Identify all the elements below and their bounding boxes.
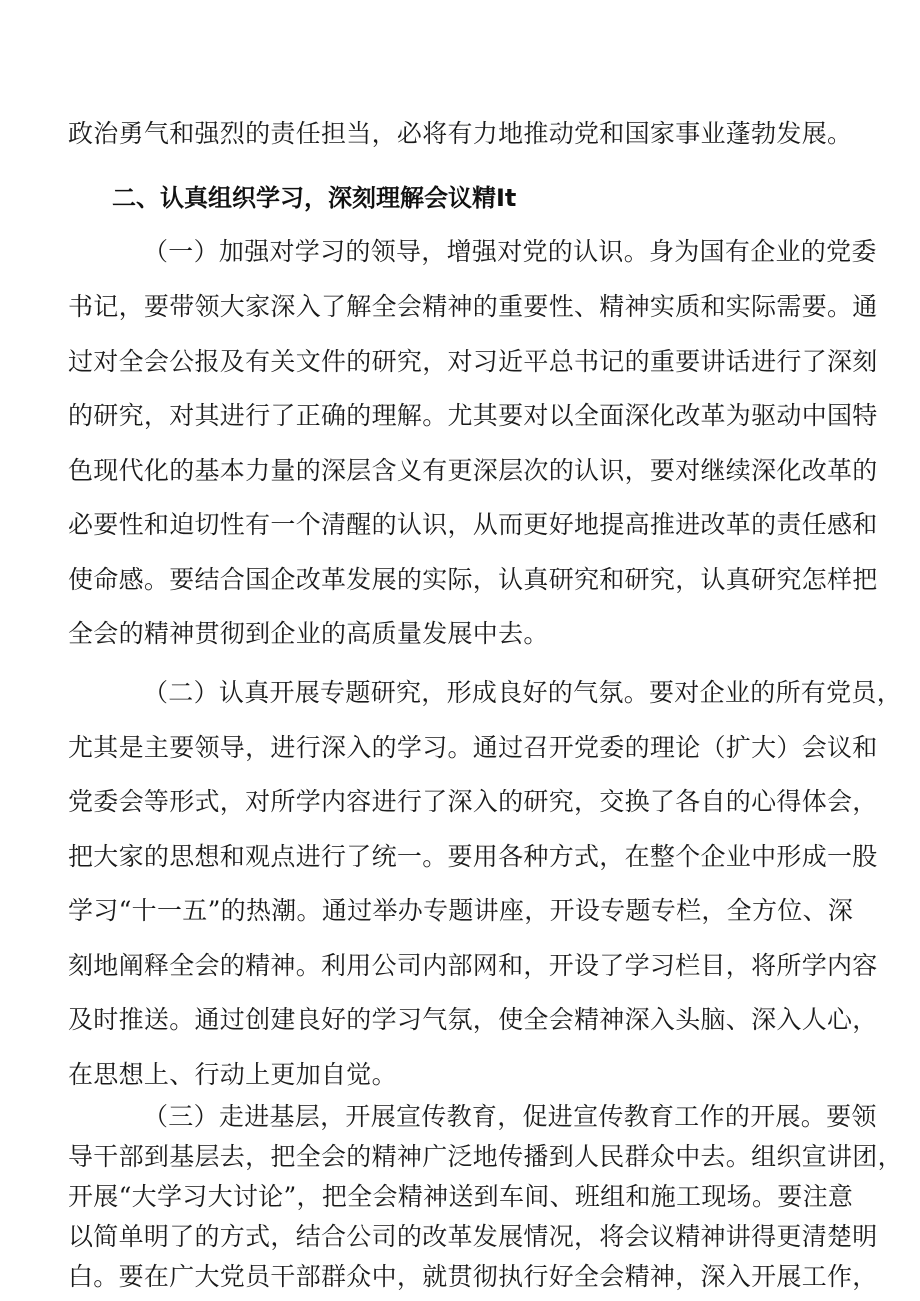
paragraph-line: 开展“大学习大讨论”，把全会精神送到车间、班组和施工现场。要注意 [68,1182,854,1211]
paragraph-line: 书记，要带领大家深入了解全会精神的重要性、精神实质和实际需要。通 [68,292,878,321]
paragraph-line: （一）加强对学习的领导，增强对党的认识。身为国有企业的党委 [143,237,877,266]
paragraph-line: 色现代化的基本力量的深层含义有更深层次的认识，要对继续深化改革的 [68,456,878,485]
paragraph-line: 把大家的思想和观点进行了统一。要用各种方式，在整个企业中形成一股 [68,842,878,871]
paragraph-line: 及时推送。通过创建良好的学习气氛，使全会精神深入头脑、深入人心， [68,1005,878,1034]
paragraph-line: 必要性和迫切性有一个清醒的认识，从而更好地提高推进改革的责任感和 [68,510,878,539]
paragraph-line: 过对全会公报及有关文件的研究，对习近平总书记的重要讲话进行了深刻 [68,347,878,376]
intro-line: 政治勇气和强烈的责任担当，必将有力地推动党和国家事业蓬勃发展。 [68,119,853,148]
paragraph-line: 学习“十一五”的热潮。通过举办专题讲座，开设专题专栏，全方位、深 [68,896,854,925]
paragraph-line: 尤其是主要领导，进行深入的学习。通过召开党委的理论（扩大）会议和 [68,733,878,762]
paragraph-line: 使命感。要结合国企改革发展的实际，认真研究和研究，认真研究怎样把 [68,565,878,594]
paragraph-line: 以简单明了的方式，结合公司的改革发展情况，将会议精神讲得更清楚明 [68,1222,878,1251]
paragraph-line: （二）认真开展专题研究，形成良好的气氛。要对企业的所有党员， [143,678,903,707]
paragraph-line: 在思想上、行动上更加自觉。 [68,1060,397,1089]
paragraph-line: 导干部到基层去，把全会的精神广泛地传播到人民群众中去。组织宣讲团， [68,1142,903,1171]
paragraph-line: 刻地阐释全会的精神。利用公司内部网和，开设了学习栏目，将所学内容 [68,951,878,980]
section-heading: 二、认真组织学习，深刻理解会议精It [112,184,517,212]
paragraph-line: 白。要在广大党员干部群众中，就贯彻执行好全会精神，深入开展工作， [68,1262,878,1291]
paragraph-line: 党委会等形式，对所学内容进行了深入的研究，交换了各自的心得体会， [68,787,878,816]
paragraph-line: 的研究，对其进行了正确的理解。尤其要对以全面深化改革为驱动中国特 [68,401,878,430]
paragraph-line: 全会的精神贯彻到企业的高质量发展中去。 [68,619,549,648]
paragraph-line: （三）走进基层，开展宣传教育，促进宣传教育工作的开展。要领 [143,1102,877,1131]
